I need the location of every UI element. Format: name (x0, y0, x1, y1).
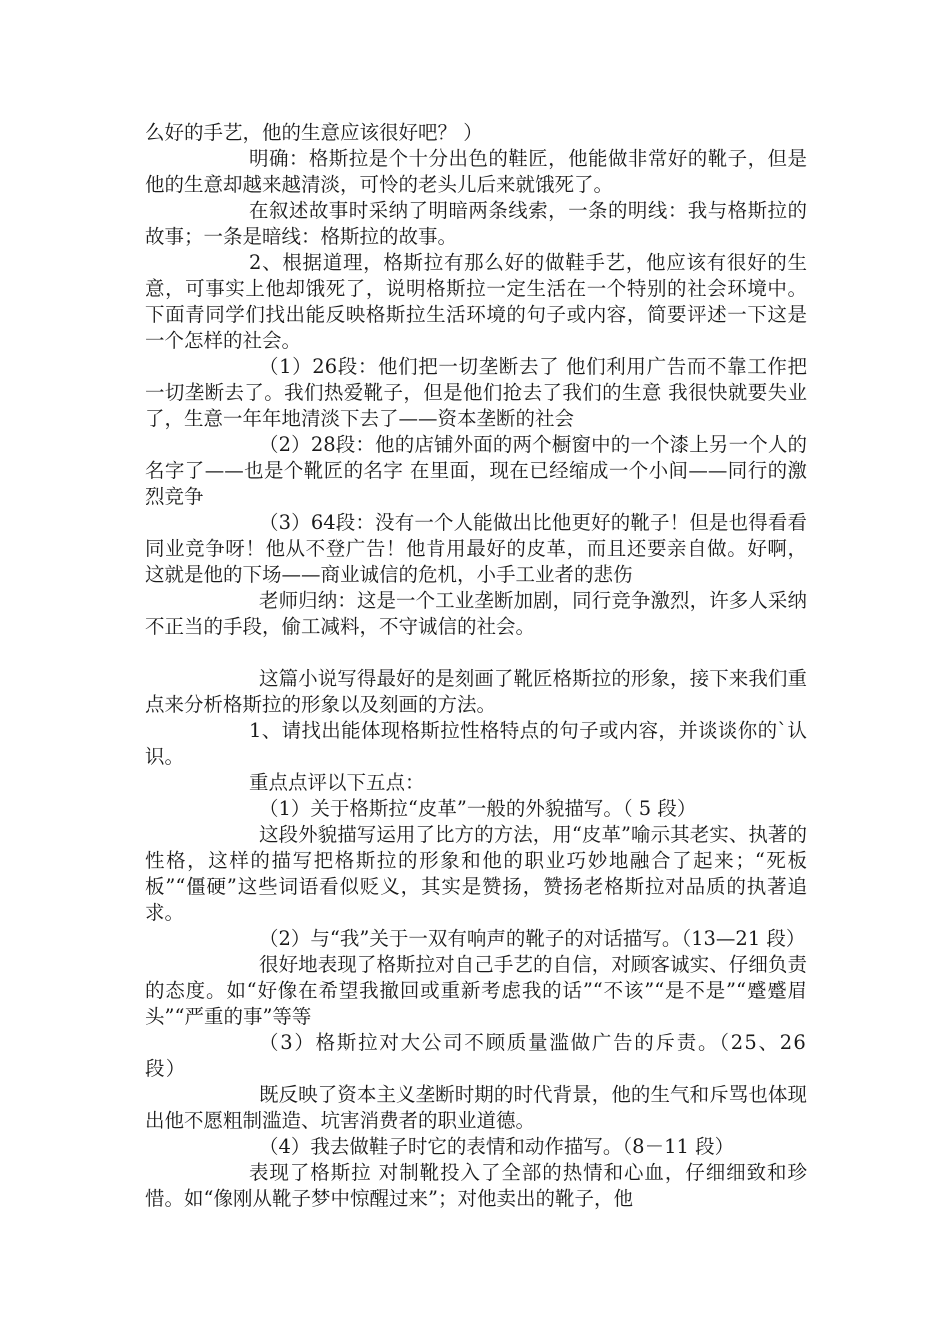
paragraph-8: 老师归纳：这是一个工业垄断加剧，同行竞争激烈，许多人采纳不正当的手段，偷工减料，不守诚信的社会。 (145, 589, 807, 638)
paragraph-13: 这段外貌描写运用了比方的方法，用“皮革”喻示其老实、执著的性格，这样的描写把格斯拉的形象和他的职业巧妙地融合了起来；“死板板”“僵硬”这些词语看似贬义，其实是赞扬，赞扬老格斯拉对品质的执著追求。 (145, 823, 807, 924)
paragraph-15: 很好地表现了格斯拉对自己手艺的自信，对顾客诚实、仔细负责的态度。如“好像在希望我撤回或重新考虑我的话”“不该”“是不是”“蹙蹙眉头”“严重的事”等等 (145, 953, 807, 1028)
paragraph-11: 重点点评以下五点： (249, 771, 425, 794)
paragraph-18: （4）我去做鞋子时它的表情和动作描写。（8－11 段） (259, 1135, 735, 1158)
paragraph-7: （3）64段：没有一个人能做出比他更好的靴子！但是也得看看同业竞争呀！他从不登广告！他肯用最好的皮革，而且还要亲自做。好啊，这就是他的下场——商业诚信的危机，小手工业者的悲伤 (145, 511, 807, 586)
paragraph-4: 2、根据道理，格斯拉有那么好的做鞋手艺，他应该有很好的生意，可事实上他却饿死了，说明格斯拉一定生活在一个特别的社会环境中。下面青同学们找出能反映格斯拉生活环境的句子或内容，简要评述一下这是一个怎样的社会。 (145, 251, 807, 352)
blank-line (145, 640, 807, 666)
paragraph-19: 表现了格斯拉 对制靴投入了全部的热情和心血，仔细细致和珍惜。如“像刚从靴子梦中惊醒过来”；对他卖出的靴子，他 (145, 1161, 807, 1210)
paragraph-14: （2）与“我”关于一双有响声的靴子的对话描写。（13—21 段） (259, 927, 806, 950)
paragraph-6: （2）28段：他的店铺外面的两个橱窗中的一个漆上另一个人的名字了——也是个靴匠的名字 在里面，现在已经缩成一个小间——同行的激烈竞争 (145, 433, 807, 508)
paragraph-5: （1）26段：他们把一切垄断去了 他们利用广告而不靠工作把一切垄断去了。我们热爱靴子，但是他们抢去了我们的生意 我很快就要失业了，生意一年年地清淡下去了——资本垄断的社会 (145, 355, 807, 430)
paragraph-9: 这篇小说写得最好的是刻画了靴匠格斯拉的形象，接下来我们重点来分析格斯拉的形象以及刻画的方法。 (145, 667, 807, 716)
document-body (145, 120, 807, 1212)
paragraph-17: 既反映了资本主义垄断时期的时代背景，他的生气和斥骂也体现出他不愿粗制滥造、坑害消费者的职业道德。 (145, 1083, 807, 1132)
paragraph-12: （1）关于格斯拉“皮革”一般的外貌描写。（ 5 段） (259, 797, 697, 820)
paragraph-16: （3）格斯拉对大公司不顾质量滥做广告的斥责。（25、26 段） (145, 1031, 807, 1080)
paragraph-10: 1、请找出能体现格斯拉性格特点的句子或内容，并谈谈你的`认识。 (145, 719, 807, 768)
paragraph-1: 么好的手艺，他的生意应该很好吧？ ） (145, 121, 483, 144)
paragraph-3: 在叙述故事时采纳了明暗两条线索，一条的明线：我与格斯拉的故事；一条是暗线：格斯拉的故事。 (145, 199, 807, 248)
paragraph-2: 明确：格斯拉是个十分出色的鞋匠，他能做非常好的靴子，但是他的生意却越来越清淡，可怜的老头儿后来就饿死了。 (145, 147, 807, 196)
